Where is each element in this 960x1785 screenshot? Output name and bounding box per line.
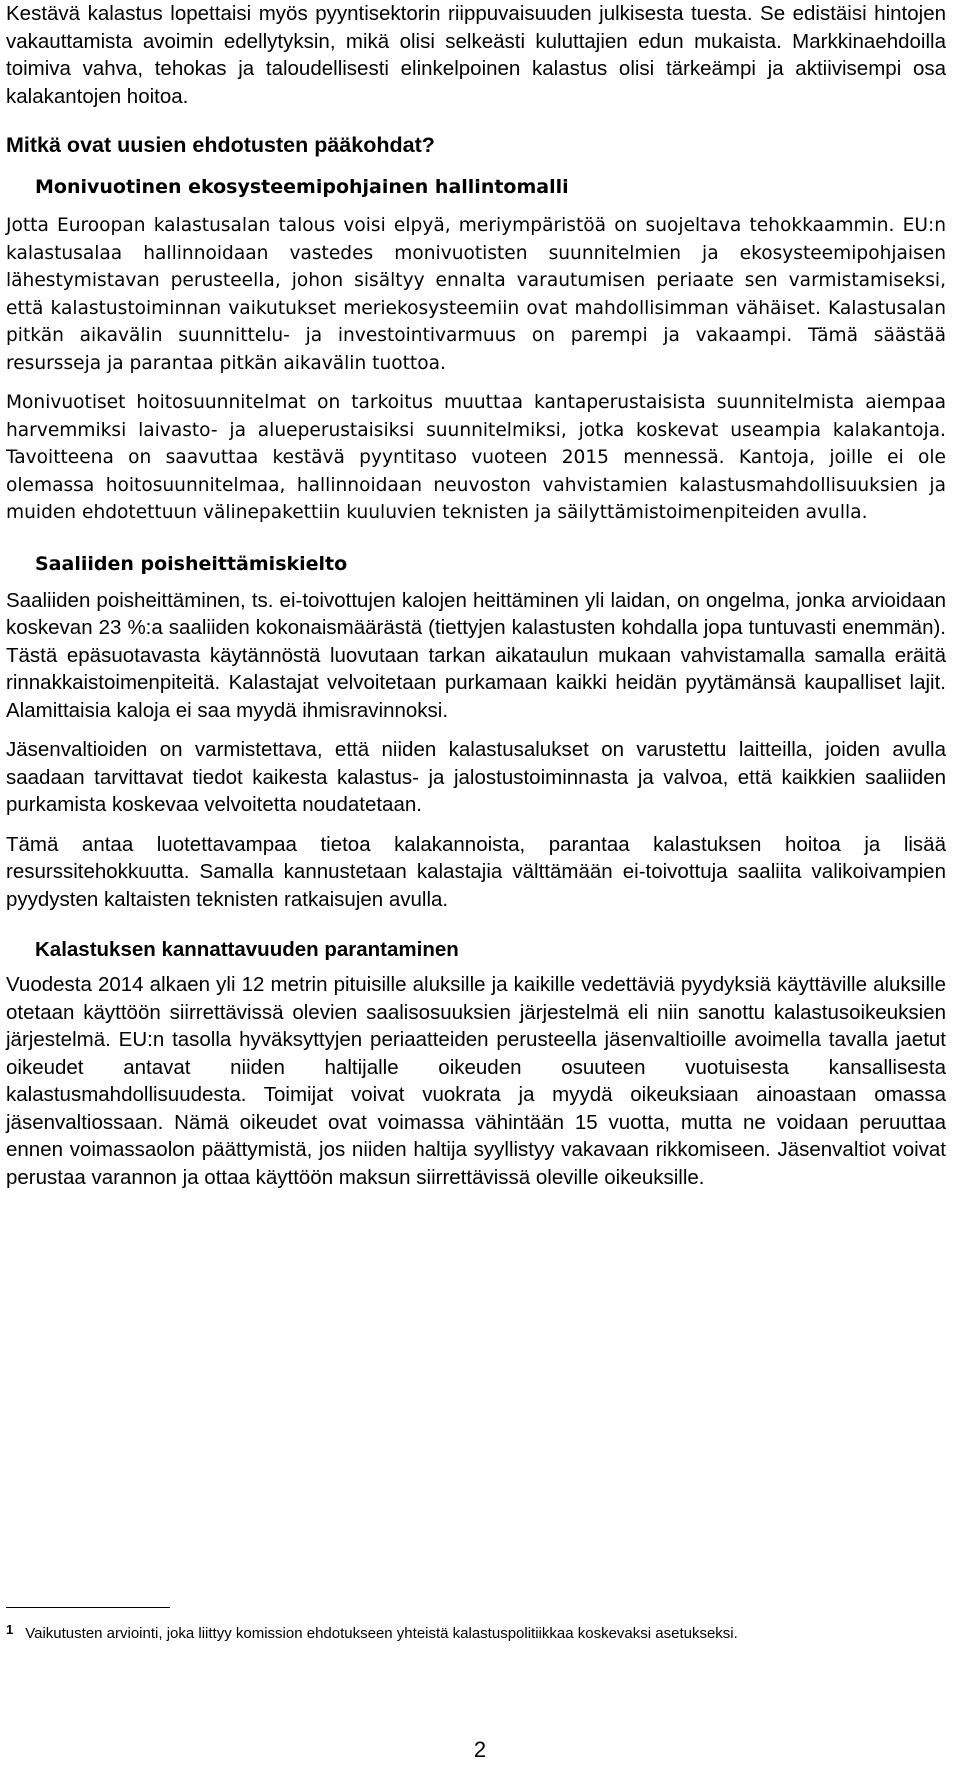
footnote-text: Vaikutusten arviointi, joka liittyy komission ehdotukseen yhteistä kalastuspolitiikkaa koskevaksi asetukseksi. [25, 1625, 738, 1642]
footnote-separator [6, 1607, 170, 1608]
document-page [6, 0, 946, 1191]
footnote-marker: 1 [6, 1622, 14, 1637]
section-heading-discard-ban: Saaliiden poisheittämiskielto [35, 552, 348, 575]
main-heading: Mitkä ovat uusien ehdotusten pääkohdat? [6, 133, 435, 157]
section-2-paragraph-2: Jäsenvaltioiden on varmistettava, että niiden kalastusalukset on varustettu laitteilla, joiden avulla saadaan tarvittavat tiedot kaikesta kalastus- ja jalostustoiminnasta ja valvoa, että kaikkien saaliiden purkamista koskevaa velvoitetta noudatetaan. [6, 738, 946, 816]
section-1-paragraph-2: Monivuotiset hoitosuunnitelmat on tarkoitus muuttaa kantaperustaisista suunnitelmista aiempaa harvemmiksi laivasto- ja alueperustaisiksi suunnitelmiksi, jotka koskevat useampia kalakantoja. Tavoitteena on saavuttaa kestävä pyyntitaso vuoteen 2015 mennessä. Kantoja, joille ei ole olemassa hoitosuunnitelmaa, hallinnoidaan neuvoston vahvistamien kalastusmahdollisuuksien ja muiden ehdotettuun välinepakettiin kuuluvien teknisten ja säilyttämistoimenpiteiden avulla. [6, 392, 946, 523]
footnote [6, 1620, 946, 1644]
section-2-paragraph-1: Saaliiden poisheittäminen, ts. ei-toivottujen kalojen heittäminen yli laidan, on ongelma, jonka arvioidaan koskevan 23 %:a saaliiden kokonaismäärästä (tiettyjen kalastusten kohdalla jopa tuntuvasti enemmän). Tästä epäsuotavasta käytännöstä luovutaan tarkan aikataulun mukaan vahvistamalla samalla eräitä rinnakkaistoimenpiteitä. Kalastajat velvoitetaan purkamaan kaikki heidän pyytämänsä kaupalliset lajit. Alamittaisia kaloja ei saa myydä ihmisravinnoksi. [6, 588, 946, 722]
section-heading-management-model: Monivuotinen ekosysteemipohjainen hallintomalli [35, 176, 569, 198]
section-3-paragraph-1: Vuodesta 2014 alkaen yli 12 metrin pituisille aluksille ja kaikille vedettäviä pyydyksiä käyttäville aluksille otetaan käyttöön siirrettävissä olevien saalisosuuksien järjestelmä eli niin sanottu kalastusoikeuksien järjestelmä. EU:n tasolla hyväksyttyjen periaatteiden perusteella jäsenvaltioille avoimella tavalla jaetut oikeudet antavat niiden haltijalle oikeuden osuuteen vuotuisesta kansallisesta kalastusmahdollisuudesta. Toimijat voivat vuokrata ja myydä oikeuksiaan ainoastaan omassa jäsenvaltiossaan. Nämä oikeudet ovat voimassa vähintään 15 vuotta, mutta ne voidaan peruuttaa ennen voimassaolon päättymistä, jos niiden haltija syyllistyy vakavaan rikkomiseen. Jäsenvaltiot voivat perustaa varannon ja ottaa käyttöön maksun siirrettävissä oleville oikeuksille. [6, 973, 946, 1189]
page-number: 2 [473, 1737, 487, 1762]
section-1-paragraph-1: Jotta Euroopan kalastusalan talous voisi elpyä, meriympäristöä on suojeltava tehokkaammin. EU:n kalastusalaa hallinnoidaan vastedes monivuotisten suunnitelmien ja ekosysteemipohjaisen lähestymistavan perusteella, johon sisältyy ennalta varautumisen periaate sen varmistamiseksi, että kalastustoiminnan vaikutukset meriekosysteemiin ovat mahdollisimman vähäiset. Kalastusalan pitkän aikavälin suunnittelu- ja investointivarmuus on parempi ja vakaampi. Tämä säästää resursseja ja parantaa pitkän aikavälin tuottoa. [6, 215, 946, 374]
intro-paragraph: Kestävä kalastus lopettaisi myös pyyntisektorin riippuvaisuuden julkisesta tuesta. Se edistäisi hintojen vakauttamista avoimin edellytyksin, mikä olisi selkeästi kuluttajien edun mukaista. Markkinaehdoilla toimiva vahva, tehokas ja taloudellisesti elinkelpoinen kalastus olisi tärkeämpi ja aktiivisempi osa kalakantojen hoitoa. [6, 2, 946, 108]
section-2-paragraph-3: Tämä antaa luotettavampaa tietoa kalakannoista, parantaa kalastuksen hoitoa ja lisää resurssitehokkuutta. Samalla kannustetaan kalastajia välttämään ei-toivottuja saaliita valikoivampien pyydysten kaltaisten teknisten ratkaisujen avulla. [6, 832, 946, 911]
section-heading-profitability: Kalastuksen kannattavuuden parantaminen [35, 938, 459, 961]
